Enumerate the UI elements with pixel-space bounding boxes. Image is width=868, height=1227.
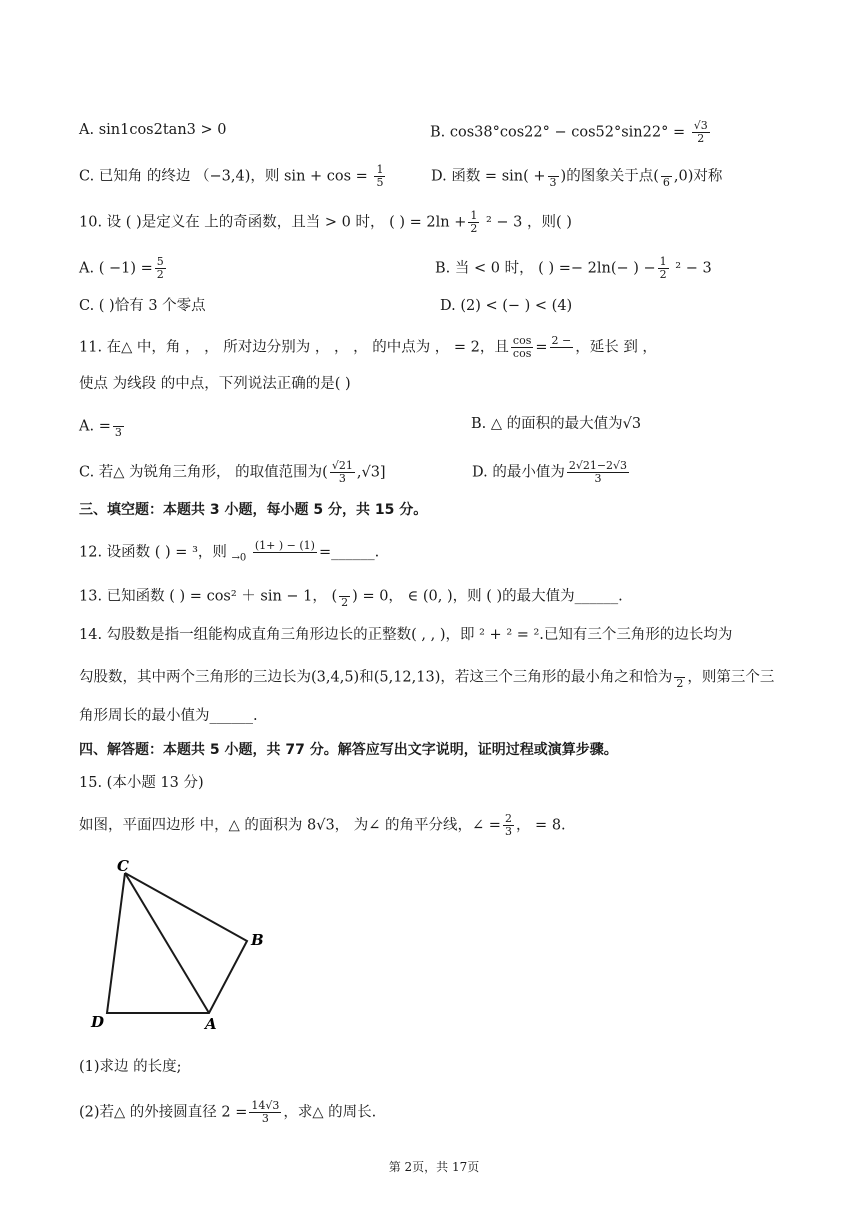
q12-limit-subscript: →0 [231, 552, 247, 564]
q9-option-a: A. sin1cos2tan3 > 0 [79, 122, 227, 138]
q9-option-c-text: C. 已知角 的终边 （−3,4)，则 sin + cos = [79, 168, 368, 185]
vertex-label-b: B [251, 931, 264, 949]
q11-stem-line1: 11. 在△ 中，角 ， ， 所对边分别为 ， ， ， 的中点为 ， = 2，且 $\frac{\cos}{\cos}$ = 2 − ，延长 到 ， [79, 334, 657, 360]
quadrilateral-figure [85, 855, 275, 1035]
q11-stem-line2: 使点 为线段 的中点，下列说法正确的是( ) [79, 376, 351, 392]
q10-stem: 10. 设 ( )是定义在 上的奇函数，且当 > 0 时， ( ) = 2ln + $\frac{1}{2}$ ² − 3 ，则( ) [79, 209, 572, 235]
q10-option-a: A. ( −1) = $\frac{5}{2}$ [79, 255, 164, 281]
q13-fraction: 2 [339, 584, 350, 609]
q11-option-c: C. 若△ 为锐角三角形， 的取值范围为( $\frac{√21}{3}$ ,√3] [79, 459, 386, 485]
q15-stem-fraction: $\frac{2}{3}$ [504, 812, 512, 838]
q14-line1: 14. 勾股数是指一组能构成直角三角形边长的正整数( , , )，即 ² + ² = ².已知有三个三角形的边长均为 [79, 627, 733, 643]
figure-diagonal-ca [125, 873, 209, 1013]
q13: 13. 已知函数 ( ) = cos² ＋ sin − 1， ( 2 ) = 0， ∈ (0, )，则 ( )的最大值为______. [79, 584, 623, 609]
section-4-heading: 四、解答题：本题共 5 小题，共 77 分。解答应写出文字说明，证明过程或演算步骤。 [79, 742, 618, 758]
q9-option-b-text: B. cos38°cos22° − cos52°sin22° = [430, 124, 686, 141]
q11-option-a: A. = 3 [79, 414, 126, 439]
figure-edges [107, 873, 247, 1013]
q10-option-d: D. (2) < (− ) < (4) [440, 298, 573, 314]
q11-option-b: B. △ 的面积的最大值为√3 [471, 416, 642, 432]
q12-fraction: (1+ ) − (1) [254, 539, 315, 552]
q15-part2: (2)若△ 的外接圆直径 2 = $\frac{14√3}{3}$ ，求△ 的周长. [79, 1099, 377, 1125]
q14-line2: 勾股数，其中两个三角形的三边长为(3,4,5)和(5,12,13)，若这三个三角形的最小角之和恰为 2 ，则第三个三 [79, 665, 774, 690]
q10-option-a-fraction: $\frac{5}{2}$ [156, 255, 164, 281]
vertex-label-a: A [205, 1015, 217, 1033]
q15-stem: 如图，平面四边形 中，△ 的面积为 8√3， 为∠ 的角平分线，∠ = $\frac{2}{3}$ ， = 8. [79, 812, 566, 838]
q11-stem-fraction-2: 2 − [551, 334, 572, 347]
vertex-label-c: C [117, 857, 129, 875]
q9-option-d-fraction-2: 6 [661, 164, 672, 189]
q11-option-d-fraction: $\frac{2√21-2√3}{3}$ [568, 459, 628, 485]
q10-stem-fraction: $\frac{1}{2}$ [470, 209, 478, 235]
q14-fraction: 2 [674, 665, 685, 690]
q9-option-d-fraction-1: 3 [548, 164, 559, 189]
q15-part1: (1)求边 的长度; [79, 1059, 182, 1075]
q9-option-c-fraction: $\frac{1}{5}$ [376, 163, 384, 189]
page-footer: 第 2页，共 17页 [388, 1160, 480, 1174]
q11-option-a-fraction: 3 [113, 414, 124, 439]
vertex-label-d: D [91, 1013, 105, 1031]
q10-option-c: C. ( )恰有 3 个零点 [79, 298, 206, 314]
q15-header: 15. (本小题 13 分) [79, 775, 204, 791]
q10-option-b-fraction: $\frac{1}{2}$ [659, 255, 667, 281]
q12: 12. 设函数 ( ) = ³，则 $_{\to 0}$ (1+ ) − (1) =______. [79, 539, 380, 564]
q11-option-c-fraction: $\frac{√21}{3}$ [331, 459, 353, 485]
q9-option-c [79, 164, 387, 189]
section-3-heading: 三、填空题：本题共 3 小题，每小题 5 分，共 15 分。 [79, 502, 428, 518]
q9-option-b [430, 120, 712, 145]
q9-option-b-fraction: $\frac{√3}{2}$ [693, 119, 708, 145]
q11-option-d: D. 的最小值为 $\frac{2√21-2√3}{3}$ [472, 459, 628, 485]
q9-option-d-text: D. 函数 = sin( + [431, 168, 546, 185]
q10-option-b: B. 当 < 0 时， ( ) =− 2ln(− ) − $\frac{1}{2}$ ² − 3 [435, 255, 712, 281]
q15-part2-fraction: $\frac{14√3}{3}$ [251, 1099, 280, 1125]
q9-option-d: D. 函数 = sin( + 3 )的图象关于点( 6 ,0)对称 [431, 164, 722, 189]
q11-stem-fraction-1: $\frac{\cos}{\cos}$ [512, 334, 532, 360]
q14-line3: 角形周长的最小值为______. [79, 708, 258, 724]
